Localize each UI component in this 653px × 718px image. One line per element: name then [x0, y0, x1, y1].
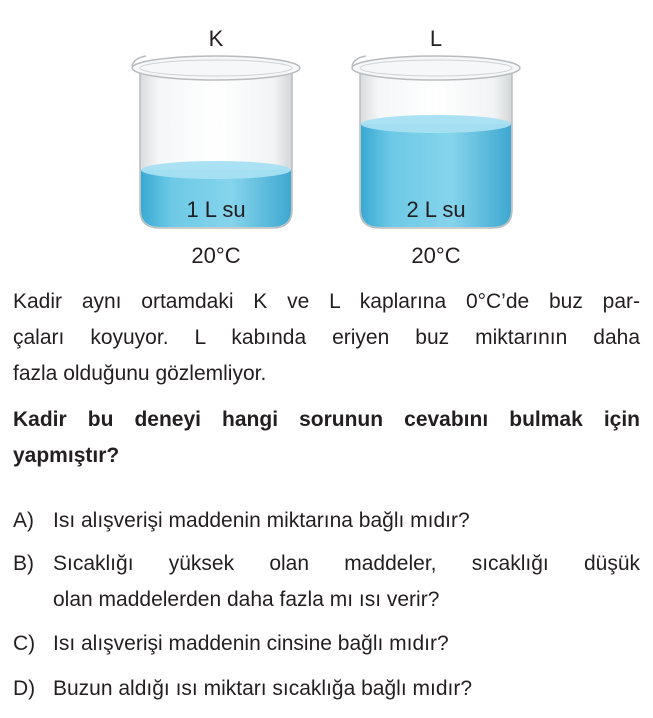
option-d[interactable] [13, 671, 640, 707]
option-a[interactable] [13, 503, 640, 539]
option-letter: B) [13, 552, 34, 575]
option-letter: C) [13, 632, 36, 655]
beakers-figure [0, 0, 653, 280]
option-b[interactable] [13, 546, 640, 618]
beaker-k-content: 1 L su [186, 197, 246, 222]
paragraph-line: çaları koyuyor. L kabında eriyen buz miktarının daha [13, 326, 640, 349]
beakers-illustration [0, 0, 653, 280]
option-letter: A) [13, 509, 34, 532]
option-c[interactable] [13, 626, 640, 662]
paragraph-line: fazla olduğunu gözlemliyor. [13, 362, 267, 385]
option-text: Sıcaklığı yüksek olan maddeler, sıcaklığı düşük olan maddelerden daha fazla mı ısı verir? [53, 552, 640, 611]
question-line: yapmıştır? [13, 444, 120, 467]
option-text: Buzun aldığı ısı miktarı sıcaklığa bağlı mıdır? [53, 677, 473, 700]
beaker-l-temperature: 20°C [411, 243, 461, 268]
question-line: Kadir bu deneyi hangi sorunun cevabını bulmak için [13, 408, 640, 431]
beaker-l-content: 2 L su [406, 197, 466, 222]
option-text: Isı alışverişi maddenin miktarına bağlı mıdır? [53, 509, 470, 532]
experiment-paragraph [13, 284, 640, 392]
beaker-k-label: K [208, 26, 224, 51]
option-text: Isı alışverişi maddenin cinsine bağlı mıdır? [53, 632, 449, 655]
question-text [13, 402, 640, 474]
option-letter: D) [13, 677, 36, 700]
paragraph-line: Kadir aynı ortamdaki K ve L kaplarına 0°C’de buz par- [13, 290, 640, 313]
beaker-k-temperature: 20°C [191, 243, 241, 268]
beaker-l-label: L [429, 26, 443, 51]
